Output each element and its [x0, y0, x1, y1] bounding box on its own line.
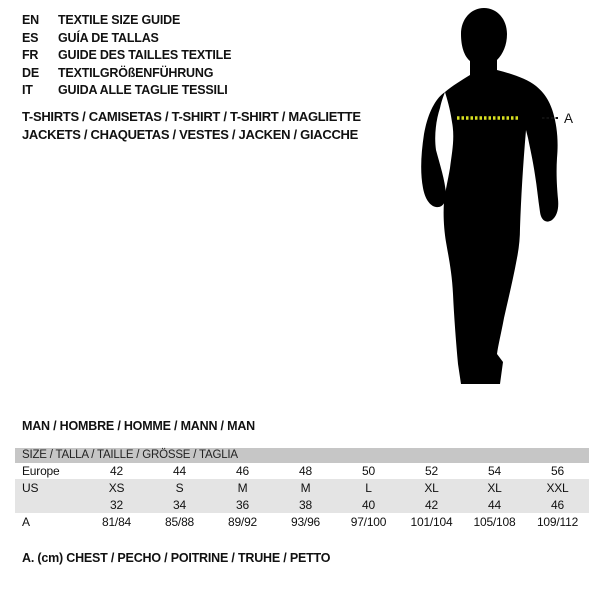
size-value: 56 [551, 464, 564, 478]
language-row-es [22, 30, 231, 48]
section-title-man: MAN / HOMBRE / HOMME / MANN / MAN [22, 419, 255, 433]
row-label: Europe [22, 464, 60, 478]
size-value: 34 [173, 497, 186, 512]
table-header-label: SIZE / TALLA / TAILLE / GRÖSSE / TAGLIA [22, 449, 238, 461]
size-value: XS [108, 480, 125, 495]
size-value: 50 [362, 464, 375, 478]
language-title: TEXTILGRÖßENFÜHRUNG [58, 65, 214, 80]
table-row-us [15, 479, 589, 496]
size-value: XL [424, 480, 439, 495]
size-value: M [300, 480, 311, 495]
size-value: L [365, 480, 372, 495]
man-silhouette-svg [400, 0, 600, 400]
category-tshirts: T-SHIRTS / CAMISETAS / T-SHIRT / T-SHIRT / MAGLIETTE [22, 109, 361, 124]
man-left-arm-shape [421, 92, 446, 207]
table-row-europe [15, 463, 589, 479]
language-row-fr [22, 47, 231, 65]
size-value: 52 [425, 464, 438, 478]
size-value: 36 [236, 497, 249, 512]
size-value: 54 [488, 464, 501, 478]
language-code: ES [22, 30, 39, 45]
row-label: US [22, 480, 39, 495]
size-value: M [237, 480, 248, 495]
size-value: 42 [425, 497, 438, 512]
size-value: 97/100 [350, 514, 387, 529]
size-value: 81/84 [101, 514, 132, 529]
size-value: 44 [488, 497, 501, 512]
language-row-de [22, 65, 231, 83]
table-row-us-numeric [15, 496, 589, 513]
table-header-band [15, 448, 589, 463]
language-code: DE [22, 65, 39, 80]
size-value: 32 [110, 497, 123, 512]
size-value: 93/96 [290, 514, 321, 529]
size-value: 44 [173, 464, 186, 478]
size-value: 46 [551, 497, 564, 512]
measurement-footnote: A. (cm) CHEST / PECHO / POITRINE / TRUHE / PETTO [22, 551, 331, 565]
size-value: XXL [546, 480, 569, 495]
language-title: TEXTILE SIZE GUIDE [58, 13, 181, 27]
category-list [22, 108, 361, 144]
language-list [22, 12, 231, 100]
size-value: 38 [299, 497, 312, 512]
man-silhouette-figure [400, 0, 600, 400]
size-value: XL [487, 480, 502, 495]
size-table [15, 448, 589, 530]
language-code: EN [22, 13, 39, 27]
man-body-shape [444, 8, 559, 384]
size-value: 42 [110, 464, 123, 478]
language-title: GUIDE DES TAILLES TEXTILE [58, 48, 232, 62]
category-jackets: JACKETS / CHAQUETAS / VESTES / JACKEN / GIACCHE [22, 127, 358, 142]
language-code: IT [22, 83, 33, 97]
size-value: S [175, 480, 184, 495]
size-value: 85/88 [164, 514, 195, 529]
table-row-chest-a [15, 513, 589, 530]
size-value: 46 [236, 464, 249, 478]
size-value: 40 [362, 497, 375, 512]
size-value: 101/104 [410, 514, 453, 529]
size-value: 48 [299, 464, 312, 478]
language-title: GUÍA DE TALLAS [58, 30, 159, 45]
language-row-it [22, 82, 231, 100]
size-value: 89/92 [227, 514, 258, 529]
size-value: 109/112 [536, 514, 579, 529]
language-row-en [22, 12, 231, 30]
measure-label-a: A [564, 111, 574, 126]
size-value: 105/108 [473, 514, 516, 529]
row-label: A [22, 514, 30, 529]
language-title: GUIDA ALLE TAGLIE TESSILI [58, 83, 228, 97]
language-code: FR [22, 48, 39, 62]
